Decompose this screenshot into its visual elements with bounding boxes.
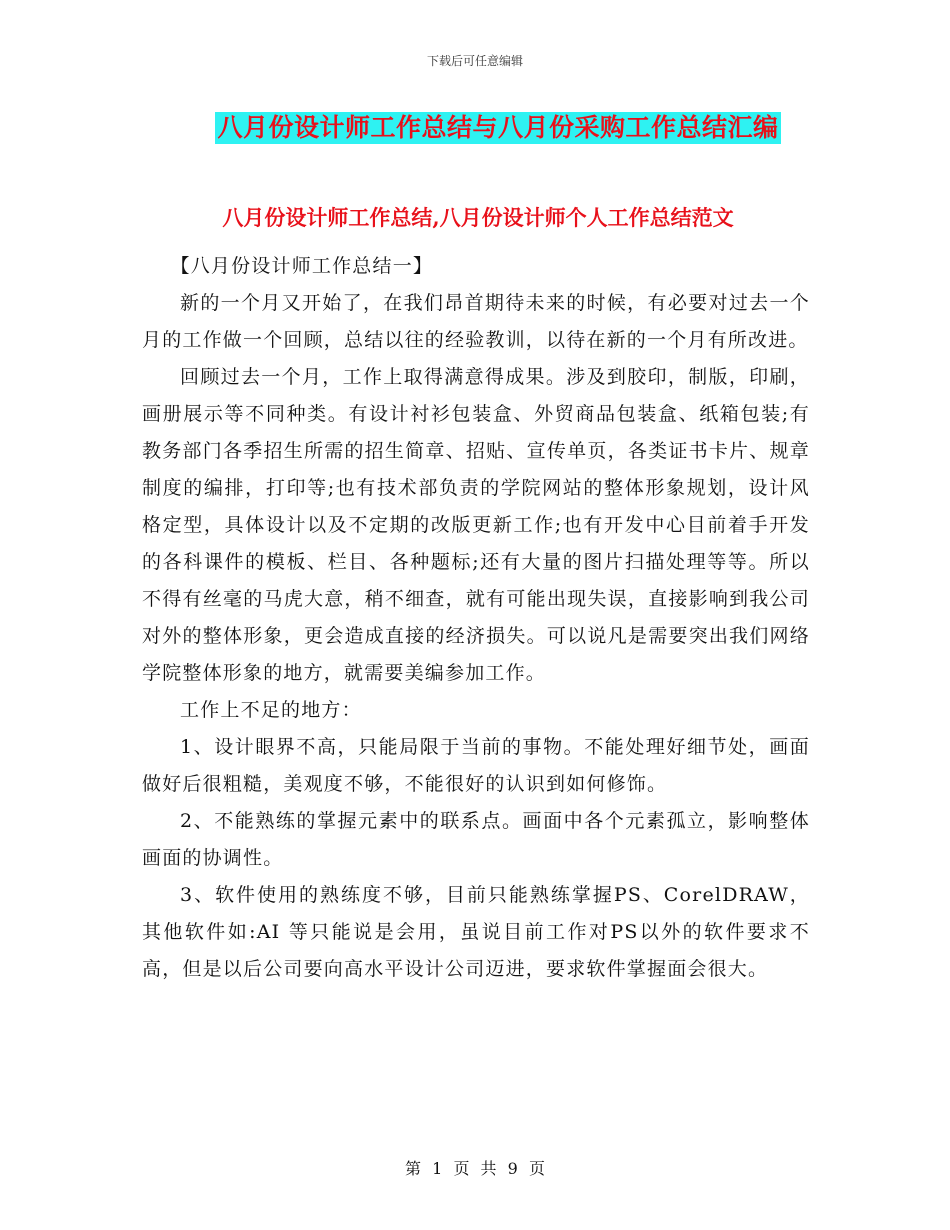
body-paragraph-item-1: 1、设计眼界不高，只能局限于当前的事物。不能处理好细节处，画面做好后很粗糙，美观度不够，不能很好的认识到如何修饰。 <box>142 736 810 795</box>
footer-current-page: 1 <box>432 1159 443 1178</box>
footer-prefix: 第 <box>405 1159 422 1178</box>
footer-total-pages: 9 <box>507 1159 518 1178</box>
document-title-container <box>0 112 950 144</box>
subsection-label: 【八月份设计师工作总结一】 <box>170 255 434 277</box>
footer-suffix: 页 <box>528 1159 545 1178</box>
section-heading: 八月份设计师工作总结,八月份设计师个人工作总结范文 <box>222 205 734 230</box>
header-note: 下载后可任意编辑 <box>426 54 523 68</box>
body-paragraph-review: 回顾过去一个月，工作上取得满意得成果。涉及到胶印，制版，印刷，画册展示等不同种类。有设计衬衫包装盒、外贸商品包装盒、纸箱包装;有教务部门各季招生所需的招生简章、招贴、宣传单页，各类证书卡片、规章制度的编排，打印等;也有技术部负责的学院网站的整体形象规划，设计风格定型，具体设计以及不定期的改版更新工作;也有开发中心目前着手开发的各科课件的模板、栏目、各种题标;还有大量的图片扫描处理等等。所以不得有丝毫的马虎大意，稍不细查，就有可能出现失误，直接影响到我公司对外的整体形象，更会造成直接的经济损失。可以说凡是需要突出我们网络学院整体形象的地方，就需要美编参加工作。 <box>142 366 810 684</box>
body-paragraph-item-2: 2、不能熟练的掌握元素中的联系点。画面中各个元素孤立，影响整体画面的协调性。 <box>142 810 810 869</box>
footer-total-prefix: 共 <box>480 1159 497 1178</box>
document-body <box>142 248 810 988</box>
page-footer <box>0 1156 950 1179</box>
body-paragraph-intro: 新的一个月又开始了，在我们昂首期待未来的时候，有必要对过去一个月的工作做一个回顾，总结以往的经验教训，以待在新的一个月有所改进。 <box>142 292 810 351</box>
body-paragraph-item-3: 3、软件使用的熟练度不够，目前只能熟练掌握PS、CorelDRAW，其他软件如:AI 等只能说是会用，虽说目前工作对PS以外的软件要求不高，但是以后公司要向高水平设计公司迈进，要求软件掌握面会很大。 <box>142 884 810 980</box>
footer-page-word: 页 <box>453 1159 470 1178</box>
body-paragraph-shortcomings-heading: 工作上不足的地方： <box>180 699 362 721</box>
document-title: 八月份设计师工作总结与八月份采购工作总结汇编 <box>217 113 779 142</box>
